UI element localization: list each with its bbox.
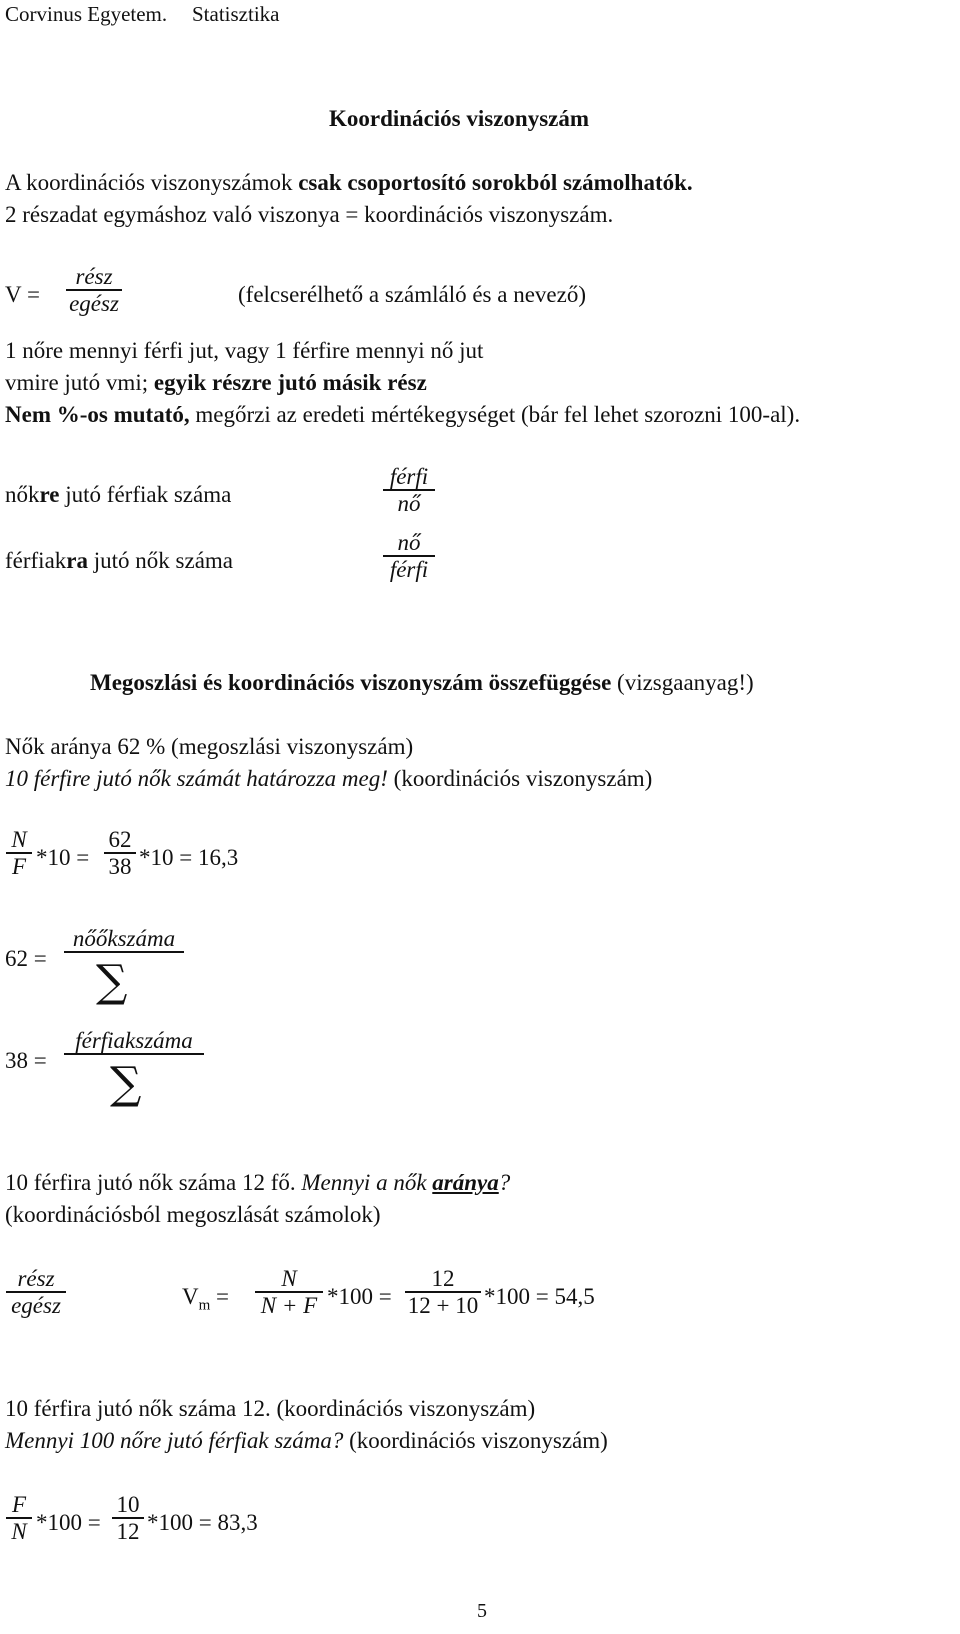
page-title: Koordinációs viszonyszám [329,106,590,131]
ratio-1-denominator: nő [397,490,421,516]
f5-numerator: F [11,1492,27,1517]
examples-line-2-bold: egyik részre jutó másik rész [153,370,427,395]
f4-vm-letter: V [182,1284,199,1309]
ex3-line-2 [5,1428,608,1454]
fraction-bar [64,1053,204,1055]
f4-numerator: rész [17,1266,55,1291]
ex1-line-2-italic: 10 férfire jutó nők számát határozza meg! [5,766,388,791]
ex1-line-2 [5,766,652,792]
ex2-line-1 [5,1170,510,1196]
f4-op2: *100 = 54,5 [484,1284,595,1309]
formula-v-note: (felcserélhető a számláló és a nevező) [238,282,586,307]
f3-fraction [64,1028,204,1055]
section-2-rest: (vizsgaanyag!) [611,670,754,695]
ratio-2-pre: férfiak [5,548,67,573]
ratio-2-numerator: nő [397,530,421,555]
sum-icon: ∑ [110,1058,142,1109]
intro-line-1-bold: csak csoportosító sorokból számolhatók. [298,170,693,195]
f1-op1: *10 = [36,845,90,870]
f1-fraction-values [104,827,136,879]
f5-fraction-fn [6,1492,32,1544]
f4-fraction-n [255,1266,323,1318]
ex3-line-2-italic: Mennyi 100 nőre jutó férfiak száma? [5,1428,344,1453]
f1-value-numerator: 62 [108,827,132,852]
f1-fraction-nf [6,827,32,879]
ratio-2-denominator: férfi [389,556,429,582]
ex1-line-2-rest: (koordinációs viszonyszám) [387,766,653,791]
section-2-heading [90,670,754,696]
examples-line-2 [5,370,427,396]
ratio-1-bold: re [39,482,60,507]
f5-value-numerator: 10 [116,1492,140,1517]
examples-line-3 [5,402,800,428]
ratio-1-numerator: férfi [389,464,429,489]
formula-v-denominator: egész [69,290,119,316]
f3-numerator: férfiakszáma [75,1028,193,1053]
ex1-line-1: Nők aránya 62 % (megoszlási viszonyszám) [5,734,414,759]
f4-fraction-values [405,1266,481,1318]
sum-icon: ∑ [96,956,128,1007]
f2-fraction [64,926,184,953]
ex2-line-1-end: ? [498,1170,511,1195]
ex2-line-1-text: 10 férfira jutó nők száma 12 fő. [5,1170,302,1195]
intro-line-2: 2 részadat egymáshoz való viszonya = koordinációs viszonyszám. [5,202,614,227]
header-left: Corvinus Egyetem. [5,2,168,26]
formula-v-lhs: V = [5,282,40,307]
f5-op1: *100 = [36,1510,101,1535]
ratio-2-label [5,548,233,574]
f4-n-numerator: N [281,1266,297,1291]
intro-line-1-text: A koordinációs viszonyszámok [5,170,299,195]
f4-denominator: egész [11,1292,61,1318]
f4-vm-subscript: m [198,1297,211,1314]
f3-lhs: 38 = [5,1048,47,1073]
ex2-line-2: (koordinációsból megoszlását számolok) [5,1202,381,1227]
f5-value-denominator: 12 [116,1518,140,1544]
f1-denominator: F [11,853,27,879]
examples-line-3-text: megőrzi az eredeti mértékegységet (bár fel lehet szorozni 100-al). [189,402,801,427]
f4-n-denominator: N + F [260,1292,318,1318]
examples-line-2-text: vmire jutó vmi; [5,370,154,395]
f1-numerator: N [11,827,27,852]
f4-fraction-resz-egesz [6,1266,66,1318]
formula-v-fraction [66,264,122,316]
ex2-line-1-emphasis: aránya [432,1170,499,1195]
f2-lhs: 62 = [5,946,47,971]
ratio-1-pre: nők [5,482,40,507]
ratio-2-bold: ra [66,548,89,573]
f5-op2: *100 = 83,3 [147,1510,258,1535]
page-number: 5 [477,1600,487,1622]
f1-value-denominator: 38 [108,853,132,879]
ex2-line-1-italic: Mennyi a nők [301,1170,433,1195]
fraction-bar [64,951,184,953]
ratio-1-fraction [383,464,435,516]
ratio-2-post: jutó nők száma [88,548,234,573]
f4-equals: = [216,1284,230,1309]
f4-vm [182,1284,229,1315]
f5-denominator: N [11,1518,27,1544]
examples-line-1: 1 nőre mennyi férfi jut, vagy 1 férfire mennyi nő jut [5,338,484,363]
f4-op1: *100 = [327,1284,392,1309]
ex3-line-2-rest: (koordinációs viszonyszám) [343,1428,608,1453]
f1-op2: *10 = 16,3 [139,845,239,870]
header-right: Statisztika [192,2,280,26]
f4-value-numerator: 12 [431,1266,455,1291]
f4-value-denominator: 12 + 10 [407,1292,479,1318]
f2-numerator: nőőkszáma [72,926,176,951]
ex3-line-1: 10 férfira jutó nők száma 12. (koordinációs viszonyszám) [5,1396,536,1421]
ratio-1-post: jutó férfiak száma [59,482,232,507]
examples-line-3-bold: Nem %-os mutató, [5,402,190,427]
section-2-bold: Megoszlási és koordinációs viszonyszám összefüggése [90,670,612,695]
ratio-2-fraction [383,530,435,582]
intro-line-1 [5,170,693,196]
ratio-1-label [5,482,231,508]
f5-fraction-values [112,1492,144,1544]
formula-v-numerator: rész [75,264,113,289]
